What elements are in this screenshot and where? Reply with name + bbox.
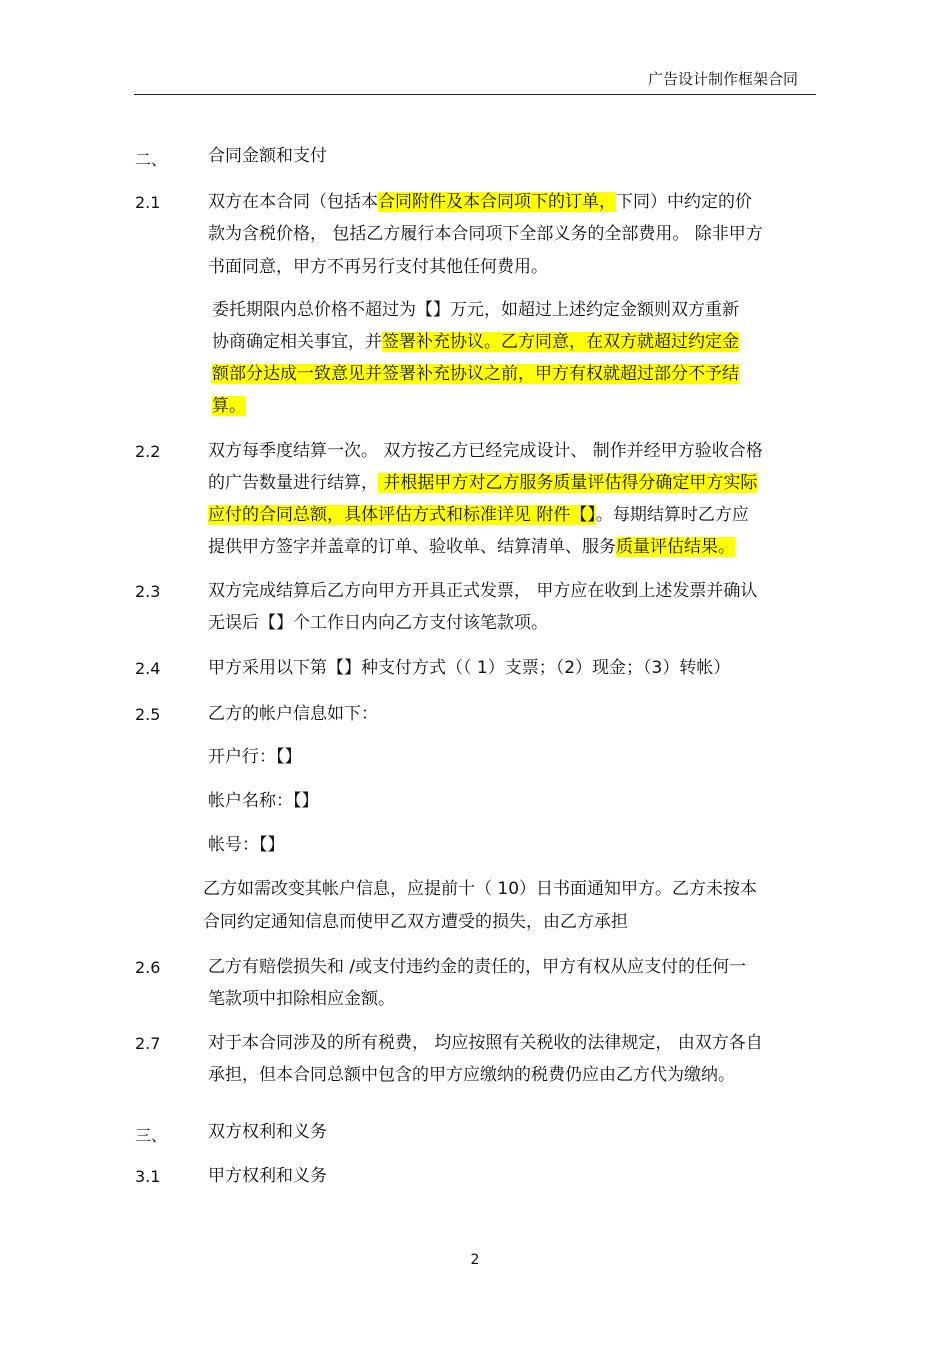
clause-line: 承担，但本合同总额中包含的甲方应缴纳的税费仍应由乙方代为缴纳。: [208, 1065, 735, 1085]
highlight: 合同附件及本合同项下的订单，: [378, 192, 616, 212]
clause-line: 合同约定通知信息而使甲乙双方遭受的损失，由乙方承担: [203, 912, 628, 932]
header-title: 广告设计制作框架合同: [647, 70, 798, 88]
account-name-field: 帐户名称：【】: [208, 791, 319, 811]
clause-line: 双方每季度结算一次。 双方按乙方已经完成设计、 制作并经甲方验收合格: [208, 441, 763, 461]
clause-line: 委托期限内总价格不超过为【】万元，如超过上述约定金额则双方重新: [212, 300, 739, 320]
clause-number: 3.1: [135, 1167, 161, 1186]
section-number: 三、: [135, 1126, 168, 1145]
clause-line: 双方完成结算后乙方向甲方开具正式发票， 甲方应在收到上述发票并确认: [208, 581, 758, 601]
section-title: 双方权利和义务: [208, 1122, 327, 1142]
page-header: [134, 62, 816, 95]
highlight: 质量评估结果。: [616, 537, 735, 557]
highlight: 应付的合同总额，具体评估方式和标准详见 附件【】: [208, 505, 596, 525]
clause-line: 应付的合同总额，具体评估方式和标准详见 附件【】。每期结算时乙方应: [208, 505, 749, 525]
account-number-field: 帐号：【】: [208, 835, 285, 855]
clause-number: 2.4: [135, 659, 161, 678]
clause-number: 2.3: [135, 582, 161, 601]
bank-field: 开户行：【】: [208, 747, 302, 767]
clause-line: [212, 390, 246, 422]
clause-line: 乙方有赔偿损失和 /或支付违约金的责任的，甲方有权从应支付的任何一: [208, 957, 747, 977]
clause-number: 2.6: [135, 958, 161, 977]
clause-line: [212, 358, 739, 390]
clause-line: 款为含税价格， 包括乙方履行本合同项下全部义务的全部费用。 除非甲方: [208, 224, 763, 244]
clause-line: 的广告数量进行结算， 并根据甲方对乙方服务质量评估得分确定甲方实际: [208, 473, 758, 493]
clause-line: 无误后【】个工作日内向乙方支付该笔款项。: [208, 613, 548, 633]
clause-title: 甲方权利和义务: [208, 1166, 327, 1186]
clause-number: 2.7: [135, 1034, 161, 1053]
clause-number: 2.2: [135, 442, 161, 461]
highlight: 签署补充协议。乙方同意，在双方就超过约定金: [382, 332, 739, 352]
clause-number: 2.1: [135, 193, 161, 212]
section-title: 合同金额和支付: [208, 146, 327, 166]
section-number: 二、: [135, 150, 168, 169]
clause-line: 书面同意，甲方不再另行支付其他任何费用。: [208, 257, 548, 277]
clause-line: 协商确定相关事宜，并签署补充协议。乙方同意，在双方就超过约定金: [212, 332, 739, 352]
highlight: 额部分达成一致意见并签署补充协议之前，甲方有权就超过部分不予结: [212, 364, 739, 384]
page-number: 2: [470, 1252, 480, 1268]
highlight: 算。: [212, 396, 246, 416]
clause-line: 笔款项中扣除相应金额。: [208, 989, 395, 1009]
clause-line: 提供甲方签字并盖章的订单、验收单、结算清单、服务质量评估结果。: [208, 537, 735, 557]
clause-line: 乙方的帐户信息如下：: [208, 704, 378, 724]
clause-line: 乙方如需改变其帐户信息，应提前十（ 10）日书面通知甲方。乙方未按本: [203, 879, 758, 899]
clause-line: 对于本合同涉及的所有税费， 均应按照有关税收的法律规定， 由双方各自: [208, 1033, 763, 1053]
clause-line: 甲方采用以下第【】种支付方式（（ 1）支票；（2）现金；（3）转帐）: [208, 658, 731, 678]
clause-number: 2.5: [135, 705, 161, 724]
clause-line: 双方在本合同（包括本合同附件及本合同项下的订单，下同）中约定的价: [208, 192, 752, 212]
highlight: 并根据甲方对乙方服务质量评估得分确定甲方实际: [378, 473, 758, 493]
